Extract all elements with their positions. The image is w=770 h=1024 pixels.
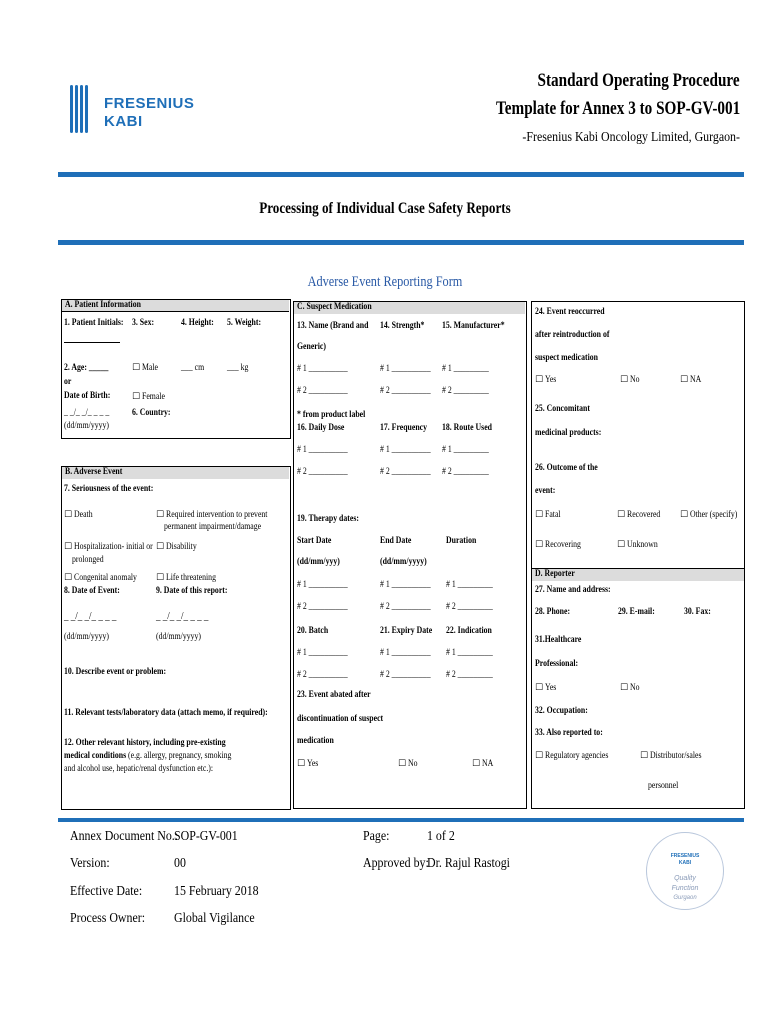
history-label-line3: and alcohol use, hepatic/renal dysfunction etc.): <box>64 764 214 774</box>
manufacturer-1-field[interactable]: # 1 _________ <box>442 364 489 374</box>
unknown-option[interactable]: ☐ Unknown <box>617 540 659 550</box>
version-value: 00 <box>174 856 186 871</box>
effective-date-label: Effective Date: <box>70 884 143 899</box>
checkbox-icon: ☐ <box>535 683 544 693</box>
reoccurred-na-option[interactable]: ☐ NA <box>680 375 702 385</box>
reoccurred-label-1: 24. Event reoccurred <box>535 307 605 317</box>
logo-text-line1: FRESENIUS <box>104 95 195 112</box>
regulatory-option[interactable]: ☐ Regulatory agencies <box>535 751 609 761</box>
fatal-option[interactable]: ☐ Fatal <box>535 510 562 520</box>
dob-field[interactable]: _ _/_ _/_ _ _ _ <box>64 408 110 418</box>
suspect-medication-box <box>293 301 527 809</box>
title-divider <box>58 240 744 245</box>
hospitalization-option[interactable]: ☐ Hospitalization- initial or <box>64 542 154 552</box>
fax-label: 30. Fax: <box>684 607 711 617</box>
weight-field[interactable]: ___ kg <box>227 363 249 373</box>
logo-bars-icon <box>70 85 90 133</box>
expiry-1-field[interactable]: # 1 __________ <box>380 648 431 658</box>
reoccurred-no-option[interactable]: ☐ No <box>620 375 640 385</box>
reoccurred-yes-option[interactable]: ☐ Yes <box>535 375 557 385</box>
checkbox-icon: ☐ <box>535 510 544 520</box>
process-owner-label: Process Owner: <box>70 911 146 926</box>
occupation-label: 32. Occupation: <box>535 706 588 716</box>
other-option[interactable]: ☐ Other (specify) <box>680 510 738 520</box>
effective-date-value: 15 February 2018 <box>174 884 259 899</box>
hcp-label-1: 31.Healthcare <box>535 635 582 645</box>
form-title: Adverse Event Reporting Form <box>307 274 463 290</box>
indication-1-field[interactable]: # 1 _________ <box>446 648 493 658</box>
abated-yes-option[interactable]: ☐ Yes <box>297 759 319 769</box>
recovering-option[interactable]: ☐ Recovering <box>535 540 582 550</box>
email-label: 29. E-mail: <box>618 607 655 617</box>
approved-value: Dr. Rajul Rastogi <box>427 856 510 871</box>
life-threatening-option[interactable]: ☐ Life threatening <box>156 573 217 583</box>
death-option[interactable]: ☐ Death <box>64 510 94 520</box>
country-label: 6. Country: <box>132 408 171 418</box>
end-date-label: End Date <box>380 536 412 546</box>
annex-doc-label: Annex Document No.: <box>70 829 179 844</box>
footer-divider <box>58 818 744 822</box>
adverse-event-head: B. Adverse Event <box>62 467 289 479</box>
dob-format: (dd/mm/yyyy) <box>64 421 110 431</box>
start-date-1-field[interactable]: # 1 __________ <box>297 580 348 590</box>
outcome-label-1: 26. Outcome of the <box>535 463 598 473</box>
abated-na-option[interactable]: ☐ NA <box>472 759 494 769</box>
checkbox-icon: ☐ <box>617 540 626 550</box>
reoccurred-label-2: after reintroduction of <box>535 330 610 340</box>
start-date-2-field[interactable]: # 2 __________ <box>297 602 348 612</box>
checkbox-icon: ☐ <box>156 542 165 552</box>
expiry-2-field[interactable]: # 2 __________ <box>380 670 431 680</box>
required-intervention-option[interactable]: ☐ Required intervention to prevent <box>156 510 268 520</box>
hcp-no-option[interactable]: ☐ No <box>620 683 640 693</box>
event-abated-label-1: 23. Event abated after <box>297 690 371 700</box>
checkbox-icon: ☐ <box>620 375 629 385</box>
checkbox-icon: ☐ <box>535 375 544 385</box>
recovered-option[interactable]: ☐ Recovered <box>617 510 661 520</box>
height-label: 4. Height: <box>181 318 214 328</box>
frequency-2-field[interactable]: # 2 __________ <box>380 467 431 477</box>
from-product-label-note: * from product label <box>297 410 366 420</box>
history-label-line2: medical conditions (e.g. allergy, pregnancy, smoking <box>64 751 232 761</box>
male-option[interactable]: ☐ Male <box>132 363 159 373</box>
distributor-line2: personnel <box>648 781 679 791</box>
reporter-section-head: D. Reporter <box>532 569 744 581</box>
med-name-label-line2: Generic) <box>297 342 326 352</box>
concomitant-label-2: medicinal products: <box>535 428 602 438</box>
date-of-report-format: (dd/mm/yyyy) <box>156 632 202 642</box>
seriousness-label: 7. Seriousness of the event: <box>64 484 154 494</box>
company-subtitle: -Fresenius Kabi Oncology Limited, Gurgaon- <box>522 130 740 145</box>
expiry-date-label: 21. Expiry Date <box>380 626 433 636</box>
daily-dose-1-field[interactable]: # 1 __________ <box>297 445 348 455</box>
checkbox-icon: ☐ <box>156 573 165 583</box>
date-of-event-label: 8. Date of Event: <box>64 586 120 596</box>
date-of-report-label: 9. Date of this report: <box>156 586 228 596</box>
end-date-1-field[interactable]: # 1 __________ <box>380 580 431 590</box>
hcp-label-2: Professional: <box>535 659 579 669</box>
checkbox-icon: ☐ <box>64 573 73 583</box>
med-name-2-field[interactable]: # 2 __________ <box>297 386 348 396</box>
batch-label: 20. Batch <box>297 626 329 636</box>
required-intervention-line2: permanent impairment/damage <box>164 522 262 532</box>
document-title: Processing of Individual Case Safety Reports <box>259 200 511 217</box>
quality-stamp: FRESENIUS KABI Quality Function Gurgaon <box>646 832 724 910</box>
strength-label: 14. Strength* <box>380 321 425 331</box>
process-owner-value: Global Vigilance <box>174 911 255 926</box>
page-value: 1 of 2 <box>427 829 455 844</box>
also-reported-label: 33. Also reported to: <box>535 728 603 738</box>
phone-label: 28. Phone: <box>535 607 571 617</box>
weight-label: 5. Weight: <box>227 318 262 328</box>
strength-2-field[interactable]: # 2 __________ <box>380 386 431 396</box>
manufacturer-2-field[interactable]: # 2 _________ <box>442 386 489 396</box>
patient-initials-label: 1. Patient Initials: <box>64 318 124 328</box>
checkbox-icon: ☐ <box>132 363 141 373</box>
date-of-report-field[interactable]: _ _/_ _/_ _ _ _ <box>156 610 209 622</box>
duration-1-field[interactable]: # 1 _________ <box>446 580 493 590</box>
height-field[interactable]: ___ cm <box>181 363 205 373</box>
suspect-medication-head: C. Suspect Medication <box>294 302 525 314</box>
congenital-option[interactable]: ☐ Congenital anomaly <box>64 573 138 583</box>
sex-label: 3. Sex: <box>132 318 155 328</box>
abated-no-option[interactable]: ☐ No <box>398 759 418 769</box>
manufacturer-label: 15. Manufacturer* <box>442 321 505 331</box>
end-date-format: (dd/mm/yyyy) <box>380 557 427 567</box>
start-date-format: (dd/mm/yyy) <box>297 557 340 567</box>
history-label-line1: 12. Other relevant history, including pre-existing <box>64 738 226 748</box>
event-abated-label-2: discontinuation of suspect <box>297 714 384 724</box>
checkbox-icon: ☐ <box>617 510 626 520</box>
logo-text-line2: KABI <box>104 113 143 130</box>
batch-2-field[interactable]: # 2 __________ <box>297 670 348 680</box>
daily-dose-2-field[interactable]: # 2 __________ <box>297 467 348 477</box>
end-date-2-field[interactable]: # 2 __________ <box>380 602 431 612</box>
indication-2-field[interactable]: # 2 _________ <box>446 670 493 680</box>
checkbox-icon: ☐ <box>472 759 481 769</box>
checkbox-icon: ☐ <box>680 375 689 385</box>
age-label[interactable]: 2. Age: _____ <box>64 363 109 373</box>
checkbox-icon: ☐ <box>297 759 306 769</box>
checkbox-icon: ☐ <box>132 392 141 402</box>
sop-title: Standard Operating Procedure <box>537 70 740 91</box>
concomitant-label-1: 25. Concomitant <box>535 404 590 414</box>
batch-1-field[interactable]: # 1 __________ <box>297 648 348 658</box>
route-label: 18. Route Used <box>442 423 492 433</box>
header-divider <box>58 172 744 177</box>
route-1-field[interactable]: # 1 _________ <box>442 445 489 455</box>
date-of-event-format: (dd/mm/yyyy) <box>64 632 110 642</box>
checkbox-icon: ☐ <box>398 759 407 769</box>
disability-option[interactable]: ☐ Disability <box>156 542 198 552</box>
checkbox-icon: ☐ <box>680 510 689 520</box>
hcp-yes-option[interactable]: ☐ Yes <box>535 683 557 693</box>
date-of-event-field[interactable]: _ _/_ _/_ _ _ _ <box>64 610 117 622</box>
tests-label: 11. Relevant tests/laboratory data (attach memo, if required): <box>64 708 268 718</box>
template-title: Template for Annex 3 to SOP-GV-001 <box>495 98 740 119</box>
checkbox-icon: ☐ <box>640 751 649 761</box>
strength-1-field[interactable]: # 1 __________ <box>380 364 431 374</box>
indication-label: 22. Indication <box>446 626 492 636</box>
daily-dose-label: 16. Daily Dose <box>297 423 345 433</box>
checkbox-icon: ☐ <box>535 751 544 761</box>
patient-section-head: A. Patient Information <box>62 300 289 312</box>
start-date-label: Start Date <box>297 536 332 546</box>
checkbox-icon: ☐ <box>535 540 544 550</box>
describe-event-label: 10. Describe event or problem: <box>64 667 167 677</box>
med-name-label: 13. Name (Brand and <box>297 321 369 331</box>
med-name-1-field[interactable]: # 1 __________ <box>297 364 348 374</box>
version-label: Version: <box>70 856 110 871</box>
checkbox-icon: ☐ <box>620 683 629 693</box>
event-abated-label-3: medication <box>297 736 334 746</box>
duration-2-field[interactable]: # 2 _________ <box>446 602 493 612</box>
fresenius-logo <box>70 85 195 137</box>
annex-doc-value: SOP-GV-001 <box>174 829 238 844</box>
approved-label: Approved by: <box>363 856 429 871</box>
name-address-label: 27. Name and address: <box>535 585 611 595</box>
hospitalization-line2: prolonged <box>72 555 104 565</box>
outcome-label-2: event: <box>535 486 556 496</box>
reoccurred-label-3: suspect medication <box>535 353 598 363</box>
checkbox-icon: ☐ <box>64 510 73 520</box>
therapy-dates-label: 19. Therapy dates: <box>297 514 359 524</box>
or-label: or <box>64 377 72 387</box>
checkbox-icon: ☐ <box>156 510 165 520</box>
distributor-option[interactable]: ☐ Distributor/sales <box>640 751 702 761</box>
frequency-1-field[interactable]: # 1 __________ <box>380 445 431 455</box>
frequency-label: 17. Frequency <box>380 423 428 433</box>
checkbox-icon: ☐ <box>64 542 73 552</box>
dob-label: Date of Birth: <box>64 391 111 401</box>
page-label: Page: <box>363 829 390 844</box>
route-2-field[interactable]: # 2 _________ <box>442 467 489 477</box>
female-option[interactable]: ☐ Female <box>132 392 166 402</box>
duration-label: Duration <box>446 536 477 546</box>
patient-initials-field[interactable] <box>64 342 120 343</box>
